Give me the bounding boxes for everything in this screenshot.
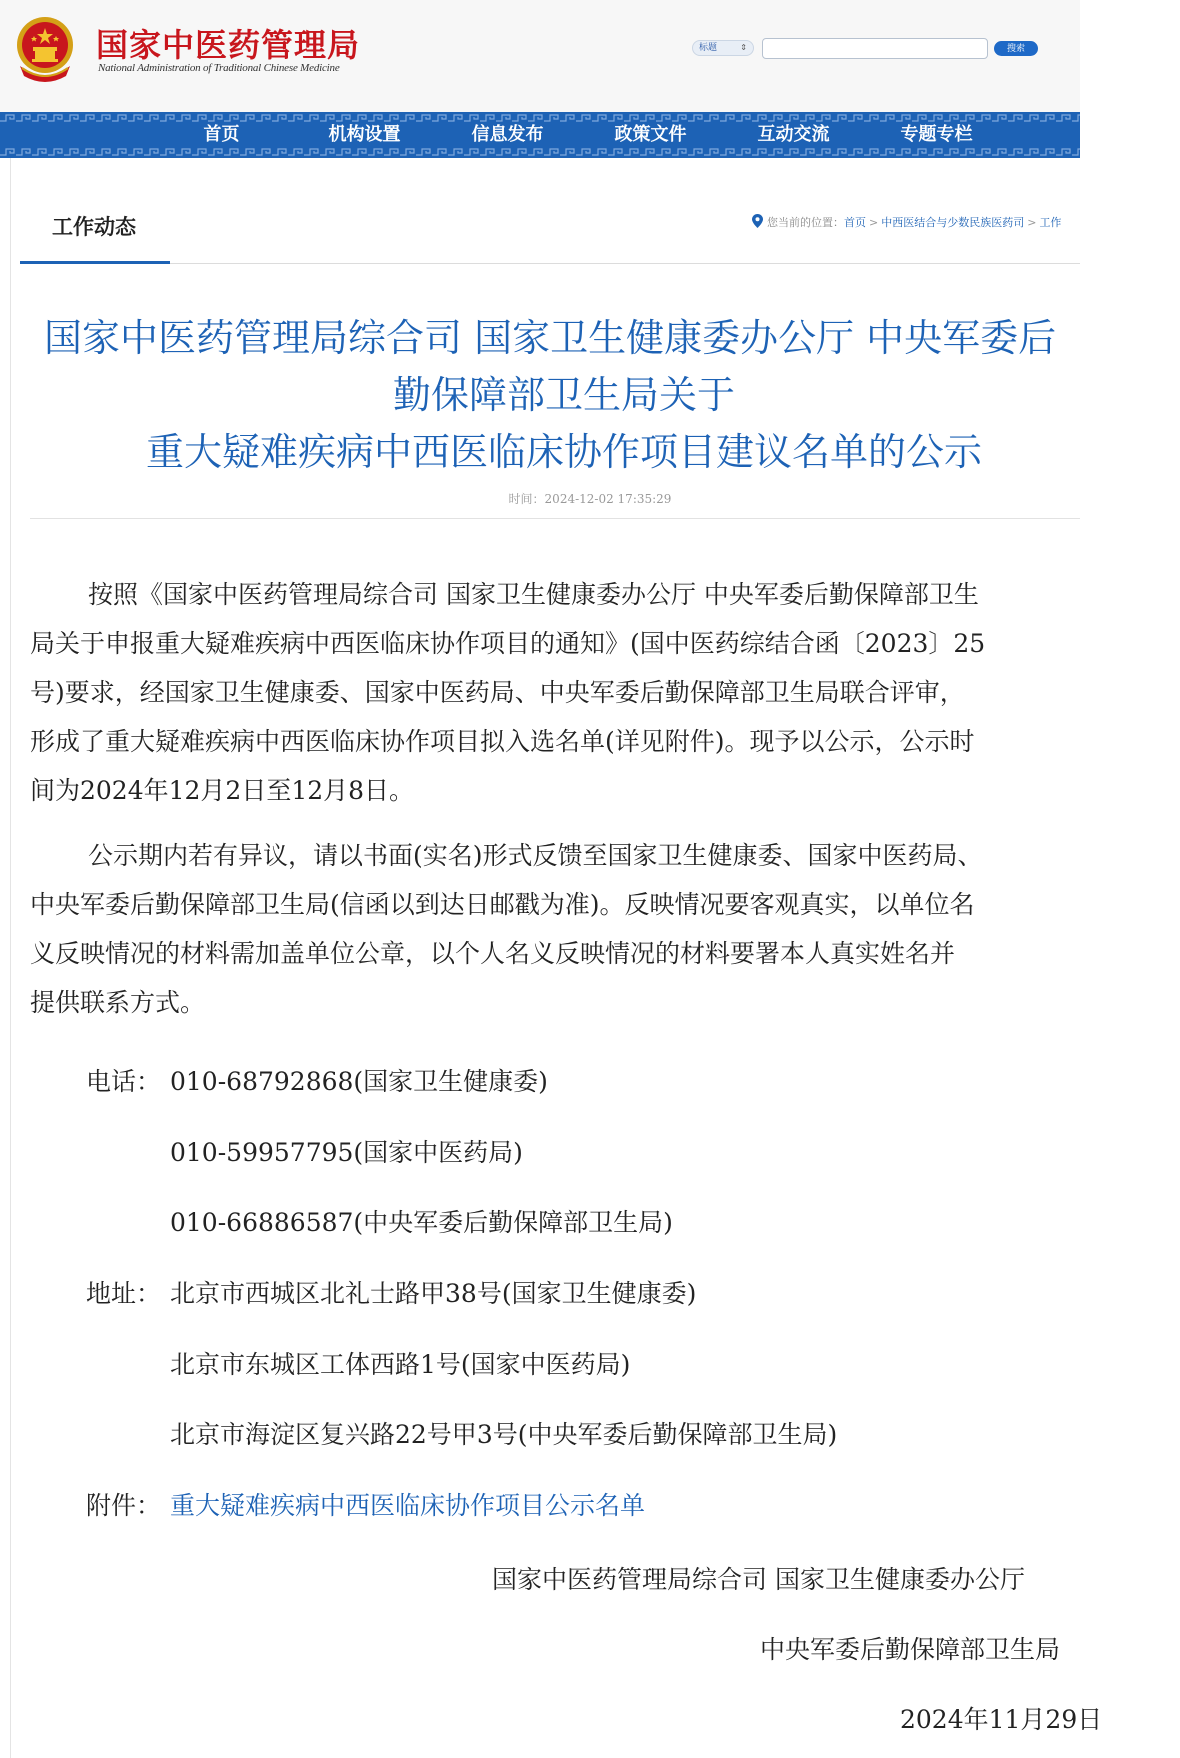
publish-time: 时间：2024-12-02 17:35:29: [508, 492, 672, 506]
phone-row: [86, 1207, 673, 1239]
paragraph-line: 形成了重大疑难疾病中西医临床协作项目拟入选名单(详见附件)。现予以公示，公示时: [30, 727, 975, 756]
address-value: 北京市东城区工体西路1号(国家中医药局): [170, 1350, 631, 1379]
article-title-line: 国家中医药管理局综合司 国家卫生健康委办公厅 中央军委后: [44, 316, 1057, 360]
article-title-line: 重大疑难疾病中西医临床协作项目建议名单的公示: [145, 430, 982, 474]
nav-item-interaction[interactable]: 互动交流: [757, 124, 830, 145]
phone-number: 010-68792868(国家卫生健康委): [170, 1067, 548, 1096]
main-nav: [0, 112, 1080, 158]
tab-divider: [20, 263, 1080, 264]
paragraph-line: 义反映情况的材料需加盖单位公章，以个人名义反映情况的材料要署本人真实姓名并: [30, 939, 956, 968]
paragraph-line: 中央军委后勤保障部卫生局(信函以到达日邮戳为准)。反映情况要客观真实，以单位名: [30, 890, 975, 919]
nav-item-news[interactable]: 信息发布: [471, 124, 544, 145]
tab-work-news[interactable]: 工作动态: [52, 215, 136, 239]
national-emblem-icon[interactable]: [12, 14, 78, 84]
search-button[interactable]: 搜索: [994, 41, 1038, 56]
location-pin-icon: [752, 214, 763, 228]
breadcrumb-department[interactable]: 中西医结合与少数民族医药司: [881, 216, 1025, 229]
paragraph-2: [30, 831, 1110, 1027]
breadcrumb: [752, 214, 1061, 230]
article-title: [24, 310, 1104, 481]
address-label: 地址：: [86, 1279, 162, 1308]
site-header: [0, 0, 1080, 112]
nav-item-policy[interactable]: 政策文件: [614, 124, 687, 145]
select-arrows-icon: ⇕: [740, 43, 747, 52]
paragraph-line: 提供联系方式。: [30, 988, 206, 1017]
address-row: [86, 1349, 630, 1381]
paragraph-line: 公示期内若有异议，请以书面(实名)形式反馈至国家卫生健康委、国家中医药局、: [88, 841, 983, 870]
nav-item-organization[interactable]: 机构设置: [328, 124, 401, 145]
meta-divider: [30, 518, 1080, 519]
signature-line: 国家中医药管理局综合司 国家卫生健康委办公厅: [492, 1565, 1025, 1594]
phone-label: 电话：: [86, 1067, 162, 1096]
attachment-row: [86, 1490, 645, 1522]
address-row: [86, 1419, 837, 1451]
active-tab-indicator: [20, 261, 170, 264]
paragraph-line: 局关于申报重大疑难疾病中西医临床协作项目的通知》(国中医药综结合函〔2023〕25: [30, 629, 986, 658]
paragraph-line: 间为2024年12月2日至12月8日。: [30, 776, 415, 805]
breadcrumb-prefix: 您当前的位置：: [767, 216, 844, 229]
phone-number: 010-59957795(国家中医药局): [170, 1138, 523, 1167]
address-row: [86, 1278, 696, 1310]
phone-row: [86, 1066, 548, 1098]
site-title[interactable]: 国家中医药管理局: [96, 26, 361, 64]
article-body: [30, 570, 1110, 1027]
attachment-link[interactable]: 重大疑难疾病中西医临床协作项目公示名单: [170, 1491, 646, 1520]
paragraph-1: [30, 570, 1110, 815]
breadcrumb-section[interactable]: 工作: [1039, 216, 1062, 229]
paragraph-line: 号)要求，经国家卫生健康委、国家中医药局、中央军委后勤保障部卫生局联合评审，: [30, 678, 965, 707]
search-scope-select[interactable]: [692, 40, 754, 56]
address-value: 北京市西城区北礼士路甲38号(国家卫生健康委): [170, 1279, 697, 1308]
article-title-line: 勤保障部卫生局关于: [392, 373, 735, 417]
breadcrumb-home[interactable]: 首页: [844, 216, 866, 229]
fret-pattern-top: [0, 114, 1080, 122]
site-subtitle: National Administration of Traditional Chinese Medicine: [98, 62, 340, 74]
breadcrumb-separator: >: [1027, 216, 1037, 229]
attachment-label: 附件：: [86, 1491, 162, 1520]
nav-item-topics[interactable]: 专题专栏: [900, 124, 973, 145]
phone-row: [86, 1137, 523, 1169]
signature-line: 中央军委后勤保障部卫生局: [760, 1635, 1061, 1664]
breadcrumb-separator: >: [869, 216, 879, 229]
nav-item-home[interactable]: 首页: [203, 124, 240, 145]
phone-number: 010-66886587(中央军委后勤保障部卫生局): [170, 1208, 673, 1237]
search-scope-value: 标题: [699, 43, 718, 53]
fret-pattern-bottom: [0, 148, 1080, 156]
search-input[interactable]: [762, 38, 988, 59]
address-value: 北京市海淀区复兴路22号甲3号(中央军委后勤保障部卫生局): [170, 1420, 838, 1449]
signature-date: 2024年11月29日: [900, 1705, 1103, 1734]
paragraph-line: 按照《国家中医药管理局综合司 国家卫生健康委办公厅 中央军委后勤保障部卫生: [88, 580, 979, 609]
